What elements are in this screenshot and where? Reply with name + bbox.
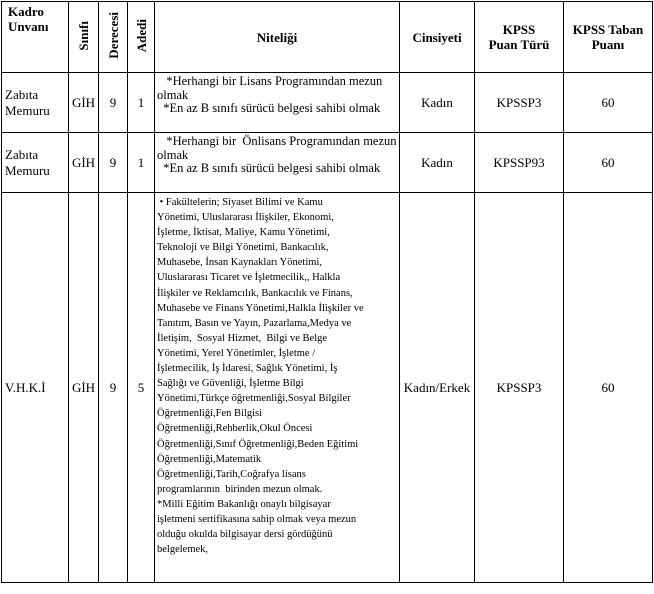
header-kadro-unvani [2,2,69,73]
cell-sinif: GİH [69,73,99,133]
nitelik-line: olduğu okulda bilgisayar dersi gördüğünü [157,529,333,541]
nitelik-line: belgelemek, [157,544,209,556]
nitelik-line: Öğretmenliği,Rehberlik,Okul Öncesi [157,423,313,435]
cell-nitelik [155,73,400,133]
nitelik-line: olmak [157,147,189,162]
header-derecesi-label: Derecesi [105,12,121,59]
header-sinifi-label: Sınıfı [76,20,91,51]
kadro-table [1,1,653,583]
header-sinifi [69,2,99,73]
table-row [2,133,653,193]
nitelik-line: olmak [157,87,189,102]
nitelik-line: Uluslararası Ticaret ve İşletmecilik,, Halkla [157,272,341,284]
header-adedi [128,2,155,73]
cell-cinsiyet: Kadın/Erkek [400,193,475,583]
nitelik-line: • Fakültelerin; Siyaset Bilimi ve Kamu [157,197,323,208]
nitelik-line: *Herhangi bir Lisans Programından mezun [157,74,383,88]
header-niteligi [155,2,400,73]
cell-cinsiyet: Kadın [400,133,475,193]
header-kpss-taban-puani-label: KPSS Taban Puanı [572,22,644,52]
cell-puan-turu: KPSSP93 [475,133,564,193]
cell-nitelik [155,133,400,193]
cell-puan-turu: KPSSP3 [475,193,564,583]
cell-sinif: GİH [69,133,99,193]
table-row [2,193,653,583]
nitelik-line: Öğretmenliği,Matematik [157,453,262,465]
nitelik-line: İlişkiler ve Reklamcılık, Bankacılık ve Finans, [157,287,353,299]
nitelik-line: *En az B sınıfı sürücü belgesi sahibi olmak [157,161,381,176]
nitelik-line: İşletmecilik, İş İdaresi, Sağlık Yönetimi, İş [157,363,338,375]
nitelik-line: Yönetimi, Uluslararası İlişkiler, Ekonomi, [157,212,334,224]
nitelik-line: Muhasebe ve Finans Yönetimi,Halkla İlişkiler ve [157,302,364,314]
nitelik-line: Yönetimi,Türkçe öğretmenliği,Sosyal Bilgiler [157,393,351,405]
cell-puan-turu: KPSSP3 [475,73,564,133]
nitelik-line: Öğretmenliği,Sınıf Öğretmenliği,Beden Eğitimi [157,438,359,450]
nitelik-line: İletişim, Sosyal Hizmet, Bilgi ve Belge [157,332,328,344]
cell-kadro [2,133,69,193]
cell-adet: 1 [128,133,155,193]
cell-taban: 60 [564,73,653,133]
nitelik-line: Yönetimi, Yerel Yönetimler, İşletme / [157,347,316,359]
header-niteligi-label: Niteliği [256,29,298,45]
cell-kadro [2,73,69,133]
header-row [2,2,653,73]
cell-kadro: V.H.K.İ [2,193,69,583]
nitelik-line: Sağlığı ve Güvenliği, İşletme Bilgi [157,378,304,390]
kadro-text: Zabıta Memuru [5,86,50,118]
cell-taban: 60 [564,193,653,583]
table-row [2,73,653,133]
nitelik-line: Öğretmenliği,Tarih,Coğrafya lisans [157,468,306,480]
cell-taban: 60 [564,133,653,193]
header-kpss-puan-turu [475,2,564,73]
nitelik-line: programlarının birinden mezun olmak. [157,483,323,495]
header-cinsiyeti-label: Cinsiyeti [412,29,462,45]
nitelik-line: Tanıtım, Basın ve Yayın, Pazarlama,Medya ve [157,317,352,329]
nitelik-line: işletmeni sertifikasına sahip olmak veya mezun [157,513,357,525]
header-cinsiyeti [400,2,475,73]
cell-adet: 5 [128,193,155,583]
cell-sinif: GİH [69,193,99,583]
nitelik-line: Teknoloji ve Bilgi Yönetimi, Bankacılık, [157,242,329,254]
nitelik-line: Muhasebe, İnsan Kaynakları Yönetimi, [157,257,322,269]
header-derecesi [99,2,128,73]
nitelik-line: İşletme, İktisat, Maliye, Kamu Yönetimi, [157,227,330,239]
kadro-text: Zabıta Memuru [5,146,50,178]
header-kpss-puan-turu-label: KPSS Puan Türü [488,22,550,52]
nitelik-line: *En az B sınıfı sürücü belgesi sahibi olmak [157,101,381,116]
cell-nitelik [155,193,400,583]
header-adedi-label: Adedi [133,18,149,53]
header-kadro-unvani-label: Kadro Unvanı [8,4,49,34]
header-kpss-taban-puani [564,2,653,73]
cell-cinsiyet: Kadın [400,73,475,133]
nitelik-line: *Milli Eğitim Bakanlığı onaylı bilgisayar [157,498,331,510]
cell-derece: 9 [99,73,128,133]
nitelik-line: *Herhangi bir Önlisans Programından mezun [157,134,397,148]
cell-adet: 1 [128,73,155,133]
nitelik-line: Öğretmenliği,Fen Bilgisi [157,408,262,420]
cell-derece: 9 [99,133,128,193]
cell-derece: 9 [99,193,128,583]
